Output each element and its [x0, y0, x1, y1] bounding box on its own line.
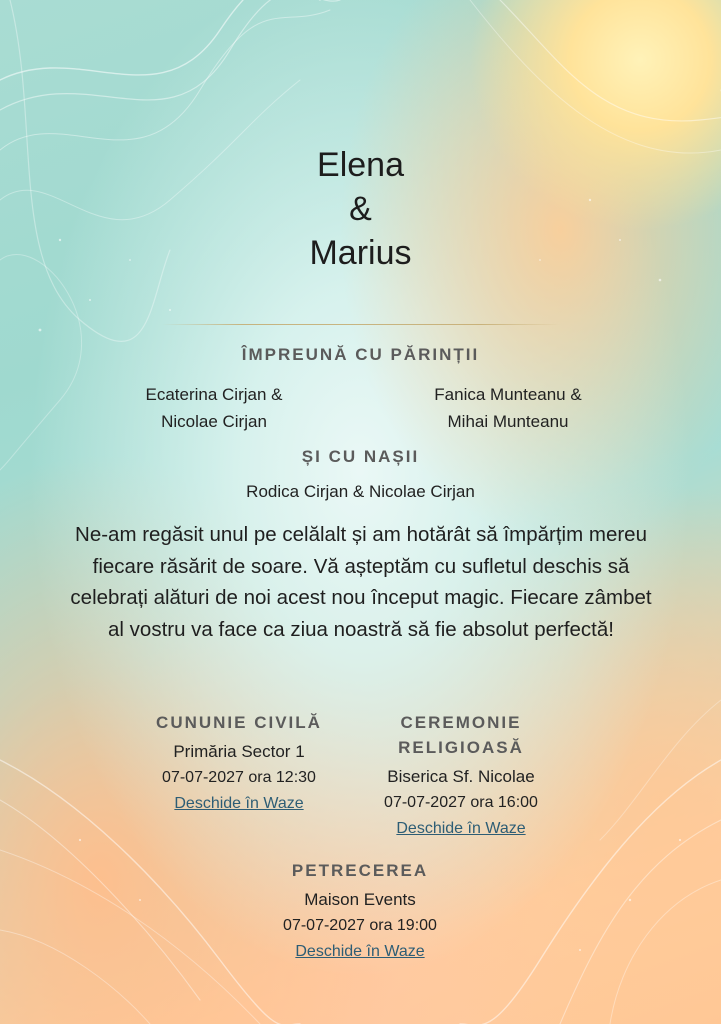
- event-title-line2: RELIGIOASĂ: [398, 738, 524, 757]
- bride-name: Elena: [317, 146, 404, 184]
- parents-block: [0, 381, 721, 433]
- godparents-names: Rodica Cirjan & Nicolae Cirjan: [246, 482, 475, 501]
- waze-link-party[interactable]: Deschide în Waze: [295, 943, 425, 960]
- parents-heading: ÎMPREUNĂ CU PĂRINȚII: [241, 345, 480, 364]
- groom-parents: [388, 381, 628, 435]
- groom-parent-line2: Mihai Munteanu: [447, 412, 569, 431]
- event-place: Primăria Sector 1: [173, 742, 305, 761]
- godparents-heading: ȘI CU NAȘII: [301, 447, 420, 466]
- bride-parent-line1: Ecaterina Cirjan &: [145, 385, 283, 404]
- ampersand: &: [349, 190, 372, 228]
- event-religious-ceremony: [350, 710, 572, 842]
- event-place: Maison Events: [304, 890, 416, 909]
- event-title: PETRECEREA: [291, 861, 429, 880]
- event-place: Biserica Sf. Nicolae: [387, 767, 535, 786]
- groom-parent-line1: Fanica Munteanu &: [434, 385, 582, 404]
- event-title: CUNUNIE CIVILĂ: [156, 713, 322, 732]
- event-title-line1: CEREMONIE: [400, 713, 522, 732]
- event-datetime: 07-07-2027 ora 19:00: [283, 917, 437, 934]
- bride-parent-line2: Nicolae Cirjan: [161, 412, 267, 431]
- waze-link-religious[interactable]: Deschide în Waze: [396, 820, 526, 837]
- bride-parents: [94, 381, 334, 435]
- groom-name: Marius: [309, 234, 412, 272]
- event-party: [240, 858, 480, 965]
- divider: [162, 324, 560, 325]
- event-datetime: 07-07-2027 ora 16:00: [384, 794, 538, 811]
- invitation-message: Ne-am regăsit unul pe celălalt și am hotărât să împărțim mereu fiecare răsărit de soare. Vă așteptăm cu sufletul deschis să celebrați alături de noi acest nou început magic. Fiecare zâmbet al vostru va face ca ziua noastră să fie absolut perfectă!: [70, 523, 652, 641]
- event-datetime: 07-07-2027 ora 12:30: [162, 769, 316, 786]
- couple-names: [0, 143, 721, 275]
- waze-link-civil[interactable]: Deschide în Waze: [174, 795, 304, 812]
- event-civil-ceremony: [132, 710, 346, 817]
